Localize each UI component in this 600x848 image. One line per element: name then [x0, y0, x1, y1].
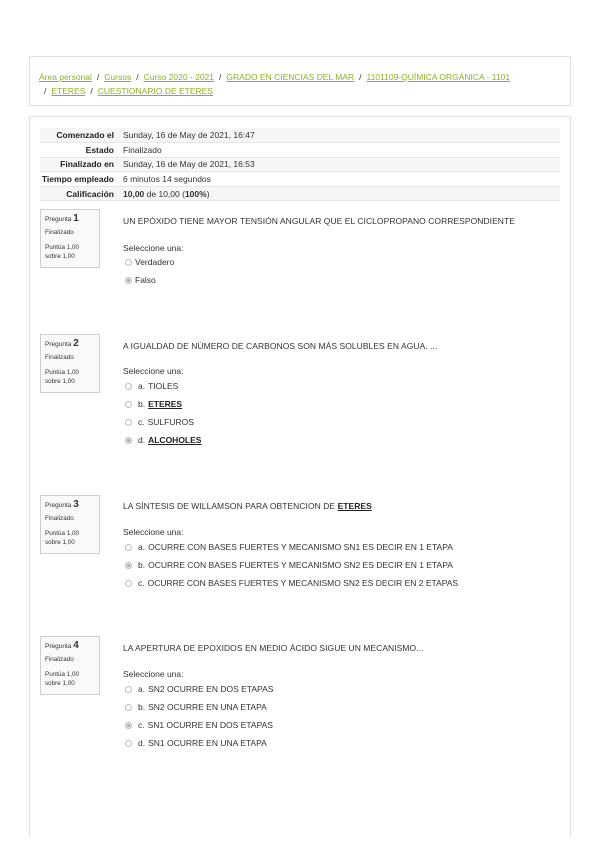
- radio-button[interactable]: [125, 704, 132, 711]
- breadcrumb-separator: /: [44, 86, 47, 96]
- summary-value: [121, 186, 560, 201]
- summary-value: 6 minutos 14 segundos: [123, 174, 211, 185]
- breadcrumb-link-course[interactable]: 1101109-QUÍMICA ORGÁNICA - 1101: [366, 72, 511, 82]
- answer-option[interactable]: [125, 738, 267, 748]
- radio-button-checked[interactable]: [125, 722, 132, 729]
- breadcrumb-separator: /: [136, 72, 139, 82]
- breadcrumb-separator: /: [96, 72, 100, 82]
- answer-letter: a.: [138, 542, 146, 552]
- grade-line: Puntúa 1,00: [45, 530, 79, 537]
- summary-value: Sunday, 16 de May de 2021, 16:47: [123, 130, 255, 141]
- question-prompt: Seleccione una:: [123, 669, 184, 679]
- answer-letter: b.: [138, 560, 146, 570]
- radio-button[interactable]: [125, 383, 132, 390]
- question-label: Pregunta: [45, 341, 72, 348]
- summary-label: Calificación: [66, 188, 114, 199]
- answer-option[interactable]: [125, 720, 273, 730]
- question-grade: [45, 243, 99, 261]
- question-text-4: LA APERTURA DE EPOXIDOS EN MEDIO ÁCIDO SIGUE UN MECANISMO...: [123, 643, 424, 653]
- question-number: [45, 338, 99, 349]
- answer-letter: b.: [138, 702, 146, 712]
- question-info-1: [40, 209, 100, 268]
- breadcrumb-link-quiz[interactable]: CUESTIONARIO DE ETERES: [97, 86, 214, 96]
- question-text-1: UN EPÓXIDO TIENE MAYOR TENSIÓN ANGULAR QUE EL CICLOPROPANO CORRESPONDIENTE: [123, 216, 515, 226]
- breadcrumb-link-cursos[interactable]: Cursos: [104, 72, 132, 82]
- question-number: [45, 499, 99, 510]
- answer-text: SULFUROS: [147, 417, 194, 427]
- answer-letter: d.: [138, 435, 146, 445]
- radio-button[interactable]: [125, 419, 132, 426]
- question-grade: [45, 670, 99, 688]
- answer-text: OCURRE CON BASES FUERTES Y MECANISMO SN1 ES DECIR EN 1 ETAPA: [148, 542, 453, 552]
- answer-option[interactable]: [125, 435, 201, 445]
- radio-button-checked[interactable]: [125, 277, 132, 284]
- answer-text: SN1 OCURRE EN UNA ETAPA: [148, 738, 267, 748]
- radio-button[interactable]: [125, 686, 132, 693]
- summary-value: Finalizado: [123, 144, 162, 155]
- question-info-2: [40, 334, 100, 393]
- answer-text[interactable]: ALCOHOLES: [148, 435, 202, 445]
- question-prompt: Seleccione una:: [123, 527, 184, 537]
- question-state: Finalizado: [45, 354, 74, 361]
- grade-line: sobre 1,00: [45, 253, 75, 260]
- question-prompt: Seleccione una:: [123, 243, 184, 253]
- radio-button[interactable]: [125, 544, 132, 551]
- question-label: Pregunta: [45, 216, 72, 223]
- summary-value: Sunday, 16 de May de 2021, 16:53: [123, 159, 255, 170]
- question-number-value: 1: [73, 213, 79, 224]
- question-state: Finalizado: [45, 656, 74, 663]
- question-info-3: [40, 495, 100, 554]
- question-grade: [45, 368, 99, 386]
- grade-percent: 100%: [184, 188, 207, 199]
- summary-label: Estado: [85, 144, 114, 155]
- radio-button-checked[interactable]: [125, 437, 132, 444]
- question-number-value: 3: [73, 499, 79, 510]
- breadcrumb-line-1: [39, 70, 561, 84]
- answer-text: Verdadero: [135, 257, 175, 267]
- answer-option[interactable]: [125, 702, 267, 712]
- answer-text: Falso: [135, 275, 156, 285]
- answer-letter: b.: [138, 399, 146, 409]
- question-prompt: Seleccione una:: [123, 366, 184, 376]
- summary-row-state: [40, 143, 560, 158]
- breadcrumb-line-2: [39, 84, 561, 98]
- answer-letter: c.: [138, 578, 145, 588]
- summary-row-time: [40, 172, 560, 187]
- summary-label: Tiempo empleado: [41, 174, 114, 185]
- attempt-summary-table: [40, 128, 560, 201]
- question-number: [45, 213, 99, 224]
- answer-text: TIOLES: [148, 381, 179, 391]
- grade-of: de 10,00 (: [146, 188, 185, 199]
- answer-option[interactable]: [125, 560, 453, 570]
- radio-button[interactable]: [125, 740, 132, 747]
- question-number: [45, 640, 99, 651]
- breadcrumb-link-curso-year[interactable]: Curso 2020 - 2021: [143, 72, 215, 82]
- answer-letter: c.: [138, 720, 145, 730]
- radio-button[interactable]: [125, 580, 132, 587]
- grade-line: sobre 1,00: [45, 680, 75, 687]
- summary-label: Finalizado en: [60, 159, 114, 170]
- answer-option[interactable]: [125, 257, 174, 267]
- grade-line: sobre 1,00: [45, 539, 75, 546]
- summary-row-grade: [40, 186, 560, 201]
- question-label: Pregunta: [45, 643, 72, 650]
- answer-option[interactable]: [125, 275, 156, 285]
- answer-option[interactable]: [125, 578, 458, 588]
- question-grade: [45, 529, 99, 547]
- answer-option[interactable]: [125, 381, 178, 391]
- answer-letter: d.: [138, 738, 146, 748]
- breadcrumb-separator: /: [359, 72, 362, 82]
- question-text: LA SÍNTESIS DE WILLAMSON PARA OBTENCION DE: [123, 501, 336, 511]
- breadcrumb: [29, 56, 571, 106]
- breadcrumb-link-section[interactable]: ETERES: [51, 86, 86, 96]
- answer-letter: c.: [138, 417, 145, 427]
- question-state: Finalizado: [45, 229, 74, 236]
- answer-text[interactable]: ETERES: [148, 399, 183, 409]
- radio-button[interactable]: [125, 401, 132, 408]
- question-number-value: 2: [73, 338, 79, 349]
- answer-letter: a.: [138, 684, 146, 694]
- breadcrumb-link-area-personal[interactable]: Área personal: [39, 72, 92, 82]
- answer-text: SN2 OCURRE EN UNA ETAPA: [148, 702, 267, 712]
- answer-text: SN2 OCURRE EN DOS ETAPAS: [148, 684, 274, 694]
- grade-line: sobre 1,00: [45, 378, 75, 385]
- answer-text: OCURRE CON BASES FUERTES Y MECANISMO SN2 ES DECIR EN 2 ETAPAS: [147, 578, 459, 588]
- question-label: Pregunta: [45, 502, 72, 509]
- radio-button-checked[interactable]: [125, 562, 132, 569]
- summary-label: Comenzado el: [56, 130, 114, 141]
- summary-row-started: [40, 128, 560, 143]
- question-link[interactable]: ETERES: [337, 501, 372, 511]
- question-info-4: [40, 636, 100, 695]
- breadcrumb-separator: /: [219, 72, 222, 82]
- question-text-3: [123, 501, 372, 511]
- answer-text: SN1 OCURRE EN DOS ETAPAS: [147, 720, 273, 730]
- radio-button[interactable]: [125, 259, 132, 266]
- grade-score: 10,00: [123, 188, 145, 199]
- grade-line: Puntúa 1,00: [45, 369, 79, 376]
- answer-text: OCURRE CON BASES FUERTES Y MECANISMO SN2 ES DECIR EN 1 ETAPA: [148, 560, 453, 570]
- grade-line: Puntúa 1,00: [45, 244, 79, 251]
- question-number-value: 4: [73, 640, 79, 651]
- question-text-2: A IGUALDAD DE NÚMERO DE CARBONOS SON MÁS SOLUBLES EN AGUA. ...: [123, 341, 438, 351]
- breadcrumb-link-grado[interactable]: GRADO EN CIENCIAS DEL MAR: [226, 72, 355, 82]
- answer-option[interactable]: [125, 542, 453, 552]
- grade-close: ): [206, 188, 210, 199]
- question-state: Finalizado: [45, 515, 74, 522]
- answer-option[interactable]: [125, 684, 273, 694]
- summary-row-finished: [40, 157, 560, 172]
- answer-letter: a.: [138, 381, 146, 391]
- breadcrumb-separator: /: [90, 86, 93, 96]
- grade-line: Puntúa 1,00: [45, 671, 79, 678]
- answer-option[interactable]: [125, 417, 194, 427]
- answer-option[interactable]: [125, 399, 182, 409]
